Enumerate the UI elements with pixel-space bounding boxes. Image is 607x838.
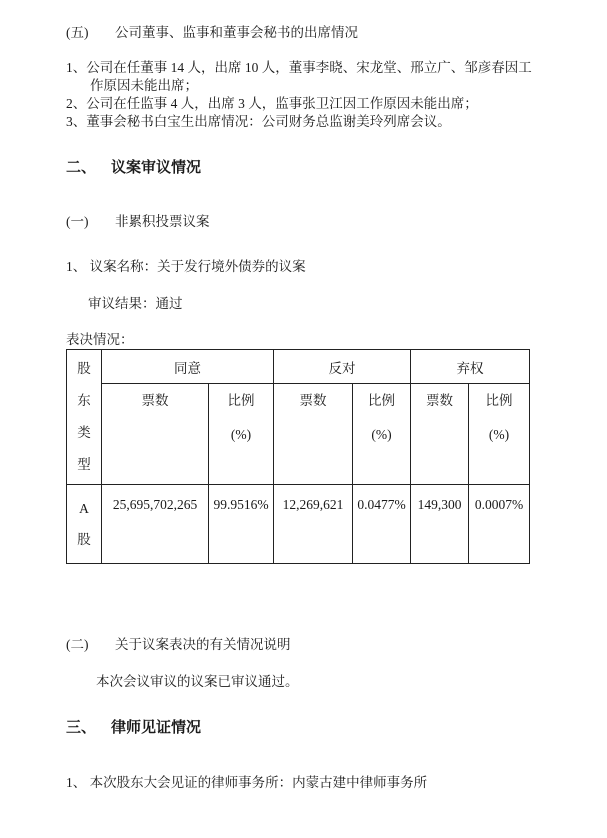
section-three-title: 律师见证情况 [111, 720, 202, 736]
passed-note: 本次会议审议的议案已审议通过。 [96, 674, 299, 689]
votes-header-text: 票数 [426, 393, 453, 408]
subsection-two-title: 关于议案表决的有关情况说明 [115, 637, 291, 652]
cell-group-oppose: 反对 [274, 350, 411, 384]
ratio-header-text: 比例 [227, 393, 255, 408]
votes-header-text: 票数 [299, 393, 327, 408]
shareholder-type-header-text: 股东类型 [77, 361, 91, 472]
ratio-unit-text: (%) [230, 427, 252, 442]
cell-abstain-ratio: 0.0007% [469, 485, 530, 564]
attendance-item-2: 2、公司在任监事 4 人，出席 3 人，监事张卫江因工作原因未能出席； [66, 96, 478, 111]
subsection-two-label: (二) [66, 637, 89, 652]
votes-header-text: 票数 [141, 393, 169, 408]
section-two-title: 议案审议情况 [111, 160, 202, 176]
cell-agree-votes: 25,695,702,265 [102, 485, 209, 564]
cell-agree-votes-header [102, 384, 209, 485]
ratio-unit-text: (%) [488, 427, 510, 442]
proposal-name: 1、 议案名称：关于发行境外债券的议案 [66, 259, 306, 274]
subsection-heading-one [66, 213, 547, 231]
cell-abstain-ratio-header [469, 384, 530, 485]
section-two-label: 二、 [66, 160, 97, 176]
cell-group-agree: 同意 [102, 350, 274, 384]
section-heading-five [66, 24, 547, 42]
subsection-one-label: (一) [66, 214, 89, 229]
section-five-label: (五) [66, 25, 89, 40]
voting-caption: 表决情况： [66, 332, 134, 347]
ratio-unit-text: (%) [371, 427, 392, 442]
attendance-item-3: 3、董事会秘书白宝生出席情况：公司财务总监谢美玲列席会议。 [66, 114, 451, 129]
lawyer-item: 1、 本次股东大会见证的律师事务所：内蒙古建中律师事务所 [66, 775, 428, 790]
ratio-header-text: 比例 [485, 393, 513, 408]
attendance-list [66, 59, 544, 131]
cell-oppose-ratio: 0.0477% [353, 485, 411, 564]
attendance-item-1: 1、公司在任董事 14 人，出席 10 人，董事李晓、宋龙堂、邢立广、邹彦春因工作原因未能出席； [66, 60, 532, 93]
subsection-heading-two [66, 636, 547, 654]
section-five-title: 公司董事、监事和董事会秘书的出席情况 [115, 25, 358, 40]
review-result: 审议结果：通过 [88, 296, 183, 311]
subsection-one-title: 非累积投票议案 [115, 214, 210, 229]
cell-abstain-votes: 149,300 [411, 485, 469, 564]
table-row [67, 350, 530, 384]
cell-oppose-ratio-header [353, 384, 411, 485]
section-heading-three [66, 718, 547, 738]
cell-agree-ratio: 99.9516% [209, 485, 274, 564]
cell-agree-ratio-header [209, 384, 274, 485]
cell-shareholder-type-value [67, 485, 102, 564]
cell-oppose-votes: 12,269,621 [274, 485, 353, 564]
cell-shareholder-type-header [67, 350, 102, 485]
section-heading-two [66, 158, 547, 178]
cell-oppose-votes-header [274, 384, 353, 485]
ratio-header-text: 比例 [368, 393, 395, 408]
table-row [67, 485, 530, 564]
table-row [67, 384, 530, 485]
section-three-label: 三、 [66, 720, 97, 736]
cell-group-abstain: 弃权 [411, 350, 530, 384]
vote-table [66, 349, 530, 564]
cell-abstain-votes-header [411, 384, 469, 485]
shareholder-type-value-text: A股 [77, 501, 91, 547]
